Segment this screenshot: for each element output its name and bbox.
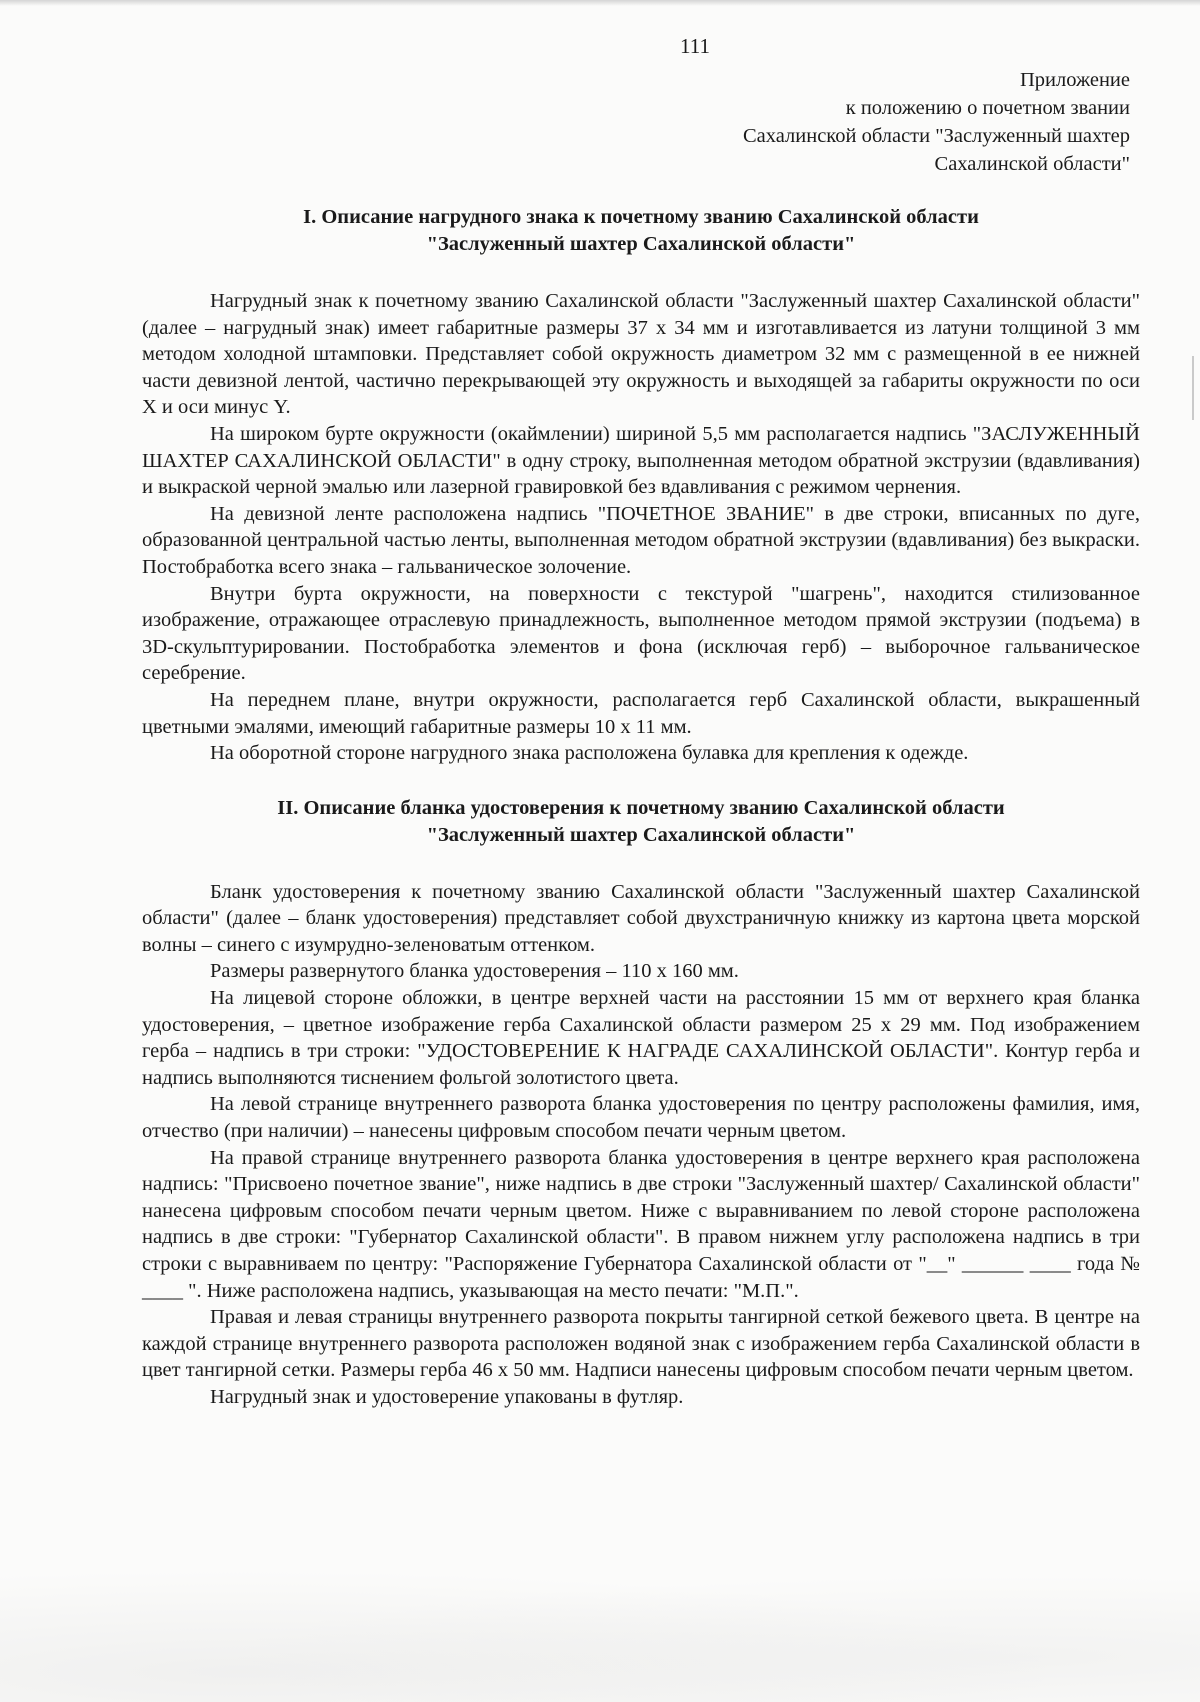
section-1-heading-line: I. Описание нагрудного знака к почетному званию Сахалинской области <box>303 206 979 228</box>
section-2-paragraph: Нагрудный знак и удостоверение упакованы в футляр. <box>210 1385 684 1408</box>
section-1-paragraph: Внутри бурта окружности, на поверхности с текстурой "шагрень", находится стилизованное изображение, отражающее отраслевую принадлежность, выполненное методом прямой экструзии (подъема) в 3D-скульптурировании. Постобработка элементов и фона (исключая герб) – выборочное гальваническое серебрение. <box>142 582 1140 685</box>
section-1-heading-line: "Заслуженный шахтер Сахалинской области" <box>426 233 856 255</box>
section-1-paragraph: Нагрудный знак к почетному званию Сахалинской области "Заслуженный шахтер Сахалинской области" (далее – нагрудный знак) имеет габаритные размеры 37 х 34 мм и изготавливается из латуни толщиной 3 мм методом холодной штамповки. Представляет собой окружность диаметром 32 мм с размещенной в ее нижней части девизной лентой, частично перекрывающей эту окружность и выходящей за габариты окружности по оси X и оси минус Y. <box>142 290 1140 419</box>
section-2-paragraph: На правой странице внутреннего разворота бланка удостоверения в центре верхнего края расположена надпись: "Присвоено почетное звание", ниже надпись в две строки "Заслуженный шахтер/ Сахалинской области" нанесена цифровым способом печати черным цветом. Ниже с выравниванием по левой стороне расположена надпись в две строки: "Губернатор Сахалинской области". В правом нижнем углу расположена надпись в три строки с выравниваем по центру: "Распоряжение Губернатора Сахалинской области от "__" ______ ____ года № ____ ". Ниже расположена надпись, указывающая на место печати: "М.П.". <box>142 1146 1140 1302</box>
appendix-line: к положению о почетном звании <box>845 97 1130 119</box>
section-2-paragraph: Размеры развернутого бланка удостоверения – 110 х 160 мм. <box>210 960 739 983</box>
appendix-line: Сахалинской области "Заслуженный шахтер <box>743 125 1130 147</box>
section-1-paragraph: На переднем плане, внутри окружности, располагается герб Сахалинской области, выкрашенный цветными эмалями, имеющий габаритные размеры 10 х 11 мм. <box>142 688 1140 738</box>
appendix-line: Сахалинской области" <box>934 153 1130 175</box>
document-body <box>142 204 1140 1411</box>
scan-mark <box>1192 356 1194 420</box>
section-2-heading-line: "Заслуженный шахтер Сахалинской области" <box>426 823 856 846</box>
scan-noise <box>0 1552 1200 1702</box>
section-2-paragraph: Правая и левая страницы внутреннего разворота покрыты тангирной сеткой бежевого цвета. В центре на каждой странице внутреннего разворота расположен водяной знак с изображением герба Сахалинской области в цвет тангирной сетки. Размеры герба 46 х 50 мм. Надписи нанесены цифровым способом печати черным цветом. <box>142 1306 1140 1382</box>
section-2-heading-line: II. Описание бланка удостоверения к почетному званию Сахалинской области <box>277 796 1005 819</box>
section-1-paragraph: На широком бурте окружности (окаймлении) шириной 5,5 мм располагается надпись "ЗАСЛУЖЕННЫЙ ШАХТЕР САХАЛИНСКОЙ ОБЛАСТИ" в одну строку, выполненная методом обратной экструзии (вдавливания) и выкраской черной эмалью или лазерной гравировкой без вдавливания с режимом чернения. <box>142 422 1140 499</box>
section-1-paragraph: На оборотной стороне нагрудного знака расположена булавка для крепления к одежде. <box>210 742 969 765</box>
section-2-paragraph: Бланк удостоверения к почетному званию Сахалинской области "Заслуженный шахтер Сахалинской области" (далее – бланк удостоверения) представляет собой двухстраничную книжку из картона цвета морской волны – синего с изумрудно-зеленоватым оттенком. <box>142 880 1140 956</box>
page-number: 111 <box>680 34 710 58</box>
scan-edge <box>0 0 1200 6</box>
appendix-note <box>570 66 1130 178</box>
section-2-heading <box>142 795 1140 849</box>
section-1-heading <box>142 204 1140 258</box>
section-2-paragraph: На лицевой стороне обложки, в центре верхней части на расстоянии 15 мм от верхнего края бланка удостоверения, – цветное изображение герба Сахалинской области размером 25 х 29 мм. Под изображением герба – надпись в три строки: "УДОСТОВЕРЕНИЕ К НАГРАДЕ САХАЛИНСКОЙ ОБЛАСТИ". Контур герба и надпись выполняются тиснением фольгой золотистого цвета. <box>142 987 1140 1089</box>
appendix-line: Приложение <box>1019 69 1130 91</box>
section-2-paragraph: На левой странице внутреннего разворота бланка удостоверения по центру расположены фамилия, имя, отчество (при наличии) – нанесены цифровым способом печати черным цветом. <box>142 1093 1140 1143</box>
section-1-paragraph: На девизной ленте расположена надпись "ПОЧЕТНОЕ ЗВАНИЕ" в две строки, вписанных по дуге, образованной центральной частью ленты, выполненная методом обратной экструзии (вдавливания) без выкраски. Постобработка всего знака – гальваническое золочение. <box>142 502 1140 578</box>
